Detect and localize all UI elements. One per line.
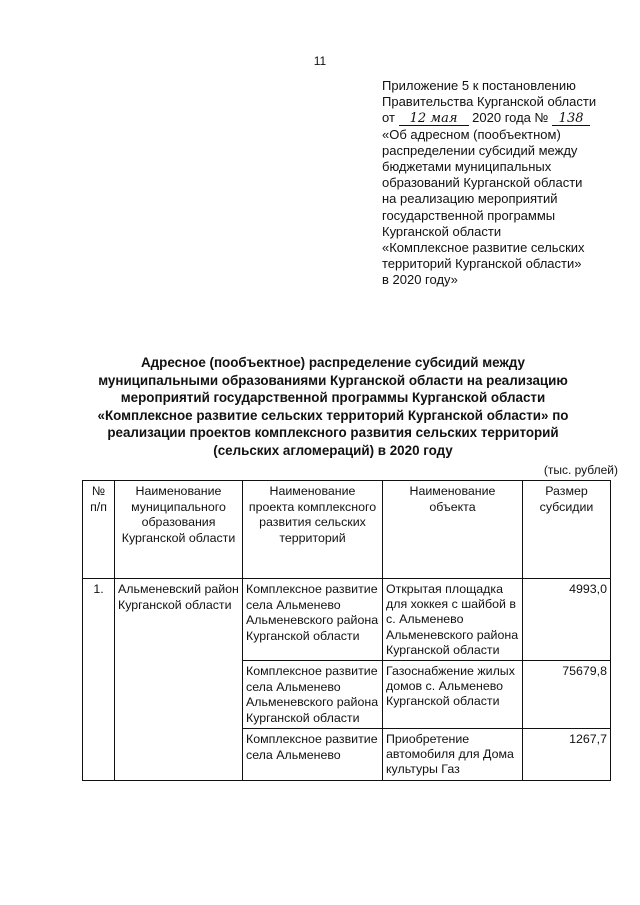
appendix-line: Правительства Курганской области [382,94,597,110]
appendix-line: бюджетами муниципальных [382,159,552,175]
date-prefix: от [382,110,395,126]
appendix-line: Приложение 5 к постановлению [382,78,576,93]
header-project: Наименование проекта комплексного развития сельских территорий [243,481,383,579]
row-subsidy: 4993,0 [523,579,611,661]
units-note: (тыс. рублей) [543,463,618,477]
row-project: Комплексное развитие села Альменево Альменевского района Курганской области [243,661,383,729]
handwritten-date: 12 мая [399,113,469,126]
appendix-header [382,78,622,289]
title-line: мероприятий государственной программы Курганской области [120,390,546,406]
appendix-line: «Об адресном (пообъектном) [382,126,561,142]
header-subsidy: Размер субсидии [523,481,611,579]
row-project: Комплексное развитие села Альменево [243,729,383,781]
appendix-line: Курганской области [382,223,502,239]
table-header-row [83,481,611,579]
page-number: 11 [313,54,327,68]
appendix-line: на реализацию мероприятий [382,191,558,207]
row-number: 1. [83,579,115,781]
appendix-line: территорий Курганской области» [382,256,582,272]
appendix-line: распределении субсидий между [382,142,578,158]
row-project: Комплексное развитие села Альменево Альменевского района Курганской области [243,579,383,661]
title-line: (сельских агломераций) в 2020 году [213,442,453,458]
row-object: Открытая площадка для хоккея с шайбой в с. Альменево Альменевского района Курганской области [383,579,523,661]
row-subsidy: 1267,7 [523,729,611,781]
row-object: Приобретение автомобиля для Дома культуры Газ [383,729,523,781]
title-line: муниципальными образованиями Курганской области на реализацию [98,372,568,388]
appendix-line: «Комплексное развитие сельских [382,240,585,256]
title-line: реализации проектов комплексного развития сельских территорий [107,425,559,441]
appendix-line: в 2020 году» [382,272,458,288]
header-number: № п/п [83,481,115,579]
appendix-line: государственной программы [382,207,556,223]
title-line: «Комплексное развитие сельских территорий Курганской области» по [97,407,569,423]
appendix-line: образований Курганской области [382,175,583,191]
document-title [88,354,578,460]
row-subsidy: 75679,8 [523,661,611,729]
title-line: Адресное (пообъектное) распределение субсидий между [141,355,525,370]
header-municipality: Наименование муниципального образования Курганской области [115,481,243,579]
row-municipality: Альменевский район Курганской области [115,579,243,781]
date-suffix: 2020 года № [472,110,549,126]
appendix-date-line [382,110,622,126]
table-row [83,579,611,661]
row-object: Газоснабжение жилых домов с. Альменево Курганской области [383,661,523,729]
header-object: Наименование объекта [383,481,523,579]
handwritten-number: 138 [552,113,590,126]
subsidy-table [82,480,611,781]
